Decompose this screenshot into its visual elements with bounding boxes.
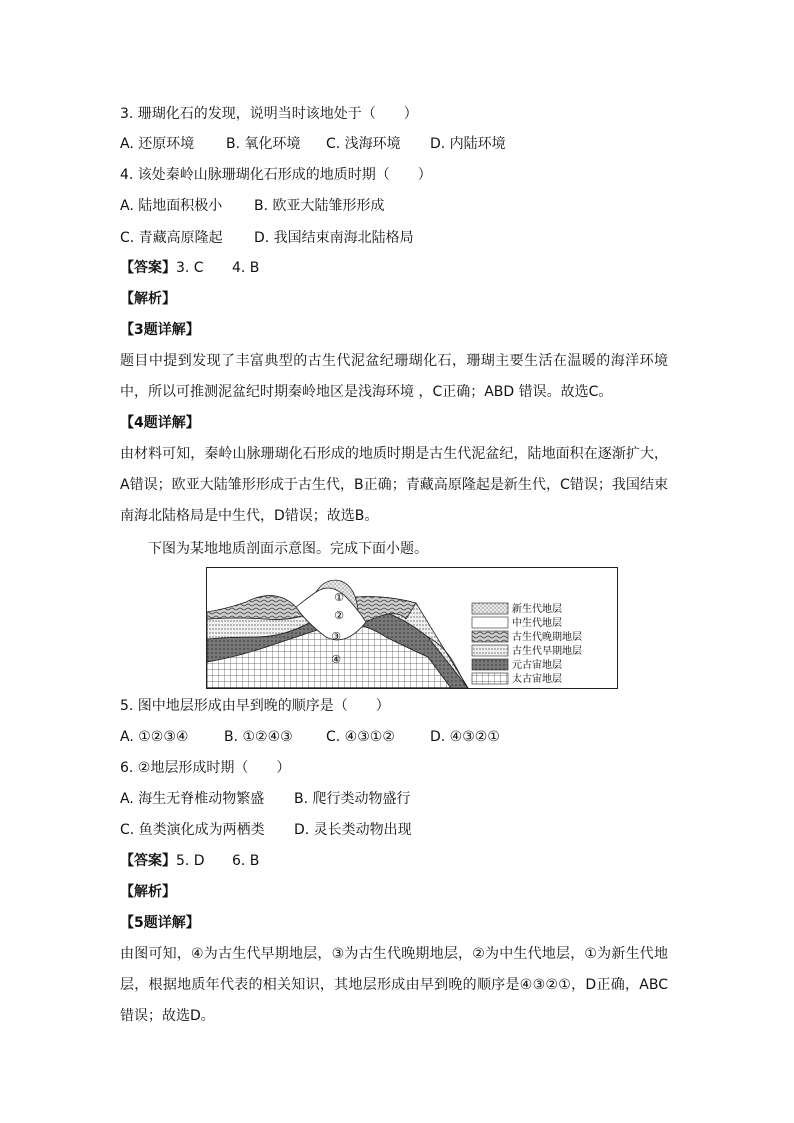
analysis-label-2: 【解析】	[120, 884, 176, 900]
q5-option-c: C. ④③①②	[326, 729, 395, 745]
answer-value-6: 6. B	[232, 853, 260, 869]
legend-label-mesozoic: 中生代地层	[512, 618, 562, 629]
geologic-cross-section	[206, 567, 618, 689]
q4-option-c: C. 青藏高原隆起	[120, 230, 223, 246]
answer-label-2: 【答案】	[120, 853, 176, 869]
intro-text: 下图为某地地质剖面示意图。完成下面小题。	[148, 541, 428, 557]
q6-options-row2	[120, 820, 412, 840]
legend-label-archean: 太古宙地层	[512, 674, 562, 685]
q3-options	[120, 134, 506, 154]
q6-option-a: A. 海生无脊椎动物繁盛	[120, 791, 265, 807]
q3-stem: 3. 珊瑚化石的发现，说明当时该地处于（ ）	[120, 106, 418, 122]
q6-option-b: B. 爬行类动物盛行	[294, 791, 411, 807]
q4-option-b: B. 欧亚大陆雏形形成	[254, 198, 385, 214]
q6-options-row1	[120, 789, 411, 809]
answer-value-5: 5. D	[176, 853, 205, 869]
q3-option-a: A. 还原环境	[120, 136, 195, 152]
q6-stem: 6. ②地层形成时期（ ）	[120, 760, 291, 776]
legend-label-early-paleozoic: 古生代早期地层	[512, 646, 582, 657]
q6-option-c: C. 鱼类演化成为两栖类	[120, 822, 265, 838]
q3-option-c: C. 浅海环境	[326, 136, 401, 152]
q4-option-a: A. 陆地面积极小	[120, 198, 223, 214]
legend-swatch-early-paleozoic	[472, 645, 508, 656]
answer-block-1	[120, 258, 259, 278]
answer-value-3: 3. C	[176, 260, 204, 276]
q5-options	[120, 727, 500, 747]
legend-swatch-archean	[472, 673, 508, 684]
legend-swatch-cenozoic	[472, 603, 508, 614]
legend-swatch-proterozoic	[472, 659, 508, 670]
detail-3-text: 题目中提到发现了丰富典型的古生代泥盆纪珊瑚化石，珊瑚主要生活在温暖的海洋环境中，所以可推测泥盆纪时期秦岭地区是浅海环境 ，C正确；ABD 错误。故选C。	[120, 353, 668, 400]
q5-option-a: A. ①②③④	[120, 729, 189, 745]
analysis-label: 【解析】	[120, 291, 176, 307]
answer-label: 【答案】	[120, 260, 176, 276]
q6-option-d: D. 灵长类动物出现	[294, 822, 412, 838]
detail-5-text: 由图可知，④为古生代早期地层，③为古生代晚期地层，②为中生代地层，①为新生代地层，根据地质年代表的相关知识，其地层形成由早到晚的顺序是④③②①，D正确，ABC错误；故选D。	[120, 946, 668, 1024]
legend-label-late-paleozoic: 古生代晚期地层	[512, 632, 582, 643]
q4-stem: 4. 该处秦岭山脉珊瑚化石形成的地质时期（ ）	[120, 167, 432, 183]
detail-3-title: 【3题详解】	[120, 322, 200, 338]
q4-option-d: D. 我国结束南海北陆格局	[254, 230, 414, 246]
circle-label-3: ③	[331, 630, 341, 643]
circle-label-2: ②	[334, 609, 344, 622]
q4-options-row2	[120, 228, 414, 248]
legend-label-proterozoic: 元古宙地层	[512, 660, 562, 671]
detail-4-text: 由材料可知，秦岭山脉珊瑚化石形成的地质时期是古生代泥盆纪，陆地面积在逐渐扩大，A错误；欧亚大陆雏形形成于古生代，B正确；青藏高原隆起是新生代，C错误；我国结束南海北陆格局是中生代，D错误；故选B。	[120, 446, 668, 524]
q3-option-d: D. 内陆环境	[430, 136, 506, 152]
answer-block-2	[120, 851, 259, 871]
circle-label-4: ④	[331, 653, 341, 666]
q4-options-row1	[120, 196, 385, 216]
q5-option-d: D. ④③②①	[430, 729, 500, 745]
answer-value-4: 4. B	[232, 260, 260, 276]
q5-stem: 5. 图中地层形成由早到晚的顺序是（ ）	[120, 698, 390, 714]
legend-swatch-mesozoic	[472, 617, 508, 628]
q3-option-b: B. 氧化环境	[226, 136, 301, 152]
detail-4-title: 【4题详解】	[120, 415, 200, 431]
q5-option-b: B. ①②④③	[224, 729, 293, 745]
circle-label-1: ①	[334, 591, 344, 604]
detail-5-title: 【5题详解】	[120, 915, 200, 931]
legend-swatch-late-paleozoic	[472, 631, 508, 642]
legend-label-cenozoic: 新生代地层	[512, 604, 562, 615]
